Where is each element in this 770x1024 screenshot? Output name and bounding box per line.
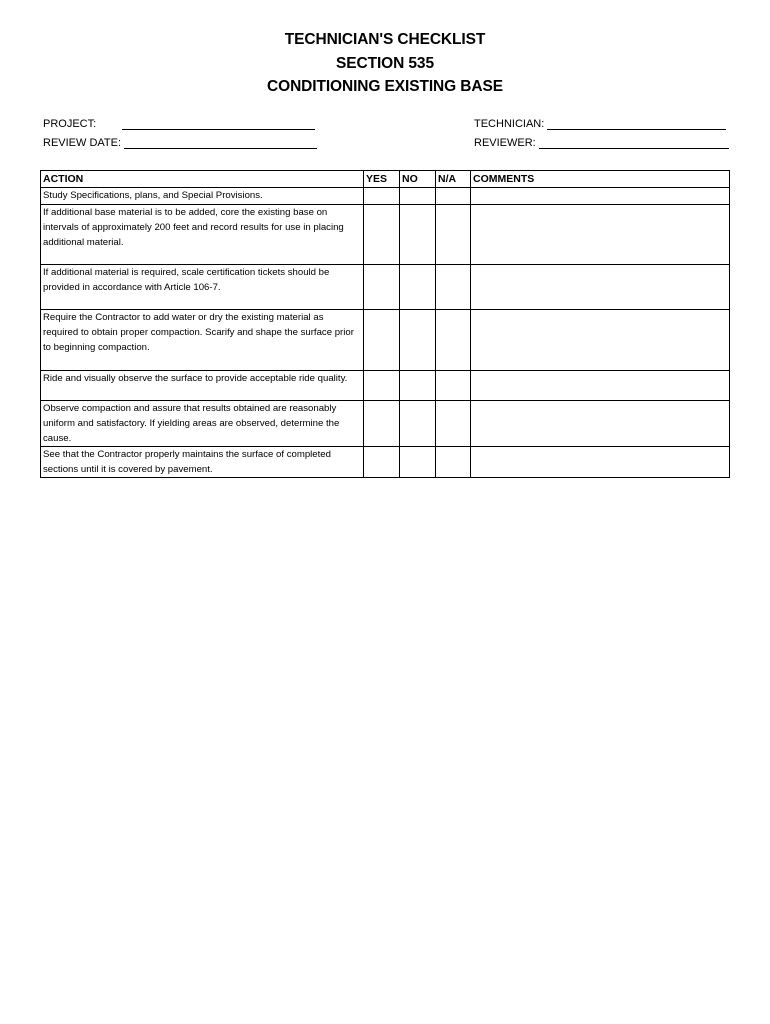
action-cell: If additional base material is to be added, core the existing base on intervals of approximately 200 feet and record results for use in placing additional material. bbox=[41, 205, 364, 265]
project-input-line[interactable] bbox=[122, 117, 315, 130]
project-label: PROJECT: bbox=[43, 118, 97, 130]
no-checkbox-cell[interactable] bbox=[400, 310, 436, 371]
yes-checkbox-cell[interactable] bbox=[364, 401, 400, 447]
technician-field bbox=[474, 117, 726, 130]
action-cell: Study Specifications, plans, and Special Provisions. bbox=[41, 188, 364, 205]
no-column-header: NO bbox=[400, 171, 436, 188]
yes-checkbox-cell[interactable] bbox=[364, 188, 400, 205]
comments-cell[interactable] bbox=[471, 188, 730, 205]
yes-checkbox-cell[interactable] bbox=[364, 205, 400, 265]
na-column-header: N/A bbox=[436, 171, 471, 188]
no-checkbox-cell[interactable] bbox=[400, 188, 436, 205]
review-date-input-line[interactable] bbox=[124, 136, 317, 149]
checklist-table bbox=[40, 170, 730, 478]
table-row bbox=[41, 188, 730, 205]
na-checkbox-cell[interactable] bbox=[436, 371, 471, 401]
title-line-3: CONDITIONING EXISTING BASE bbox=[267, 78, 503, 95]
reviewer-label: REVIEWER: bbox=[474, 137, 536, 149]
title-line-1: TECHNICIAN'S CHECKLIST bbox=[284, 31, 486, 48]
action-cell: Require the Contractor to add water or dry the existing material as required to obtain proper compaction. Scarify and shape the surface prior to beginning compaction. bbox=[41, 310, 364, 371]
review-date-label: REVIEW DATE: bbox=[43, 137, 122, 149]
yes-checkbox-cell[interactable] bbox=[364, 447, 400, 478]
comments-cell[interactable] bbox=[471, 401, 730, 447]
yes-checkbox-cell[interactable] bbox=[364, 310, 400, 371]
na-checkbox-cell[interactable] bbox=[436, 401, 471, 447]
na-checkbox-cell[interactable] bbox=[436, 447, 471, 478]
project-field bbox=[43, 117, 315, 130]
comments-cell[interactable] bbox=[471, 265, 730, 310]
technician-input-line[interactable] bbox=[547, 117, 726, 130]
checklist-title bbox=[0, 28, 770, 99]
no-checkbox-cell[interactable] bbox=[400, 447, 436, 478]
no-checkbox-cell[interactable] bbox=[400, 401, 436, 447]
review-date-field bbox=[43, 136, 317, 149]
comments-column-header: COMMENTS bbox=[471, 171, 730, 188]
action-cell: Observe compaction and assure that results obtained are reasonably uniform and satisfactory. If yielding areas are observed, determine the cause. bbox=[41, 401, 364, 447]
yes-checkbox-cell[interactable] bbox=[364, 371, 400, 401]
no-checkbox-cell[interactable] bbox=[400, 205, 436, 265]
action-cell: See that the Contractor properly maintains the surface of completed sections until it is covered by pavement. bbox=[41, 447, 364, 478]
action-cell: If additional material is required, scale certification tickets should be provided in accordance with Article 106-7. bbox=[41, 265, 364, 310]
yes-checkbox-cell[interactable] bbox=[364, 265, 400, 310]
action-cell: Ride and visually observe the surface to provide acceptable ride quality. bbox=[41, 371, 364, 401]
table-row bbox=[41, 401, 730, 447]
table-row bbox=[41, 310, 730, 371]
table-row bbox=[41, 371, 730, 401]
na-checkbox-cell[interactable] bbox=[436, 188, 471, 205]
na-checkbox-cell[interactable] bbox=[436, 265, 471, 310]
no-checkbox-cell[interactable] bbox=[400, 265, 436, 310]
na-checkbox-cell[interactable] bbox=[436, 310, 471, 371]
reviewer-input-line[interactable] bbox=[539, 136, 729, 149]
comments-cell[interactable] bbox=[471, 371, 730, 401]
comments-cell[interactable] bbox=[471, 205, 730, 265]
table-header-row bbox=[41, 171, 730, 188]
table-row bbox=[41, 447, 730, 478]
reviewer-field bbox=[474, 136, 729, 149]
title-line-2: SECTION 535 bbox=[336, 54, 434, 72]
na-checkbox-cell[interactable] bbox=[436, 205, 471, 265]
comments-cell[interactable] bbox=[471, 447, 730, 478]
yes-column-header: YES bbox=[364, 171, 400, 188]
table-row bbox=[41, 205, 730, 265]
action-column-header: ACTION bbox=[41, 171, 364, 188]
table-row bbox=[41, 265, 730, 310]
comments-cell[interactable] bbox=[471, 310, 730, 371]
technician-label: TECHNICIAN: bbox=[474, 118, 545, 130]
no-checkbox-cell[interactable] bbox=[400, 371, 436, 401]
